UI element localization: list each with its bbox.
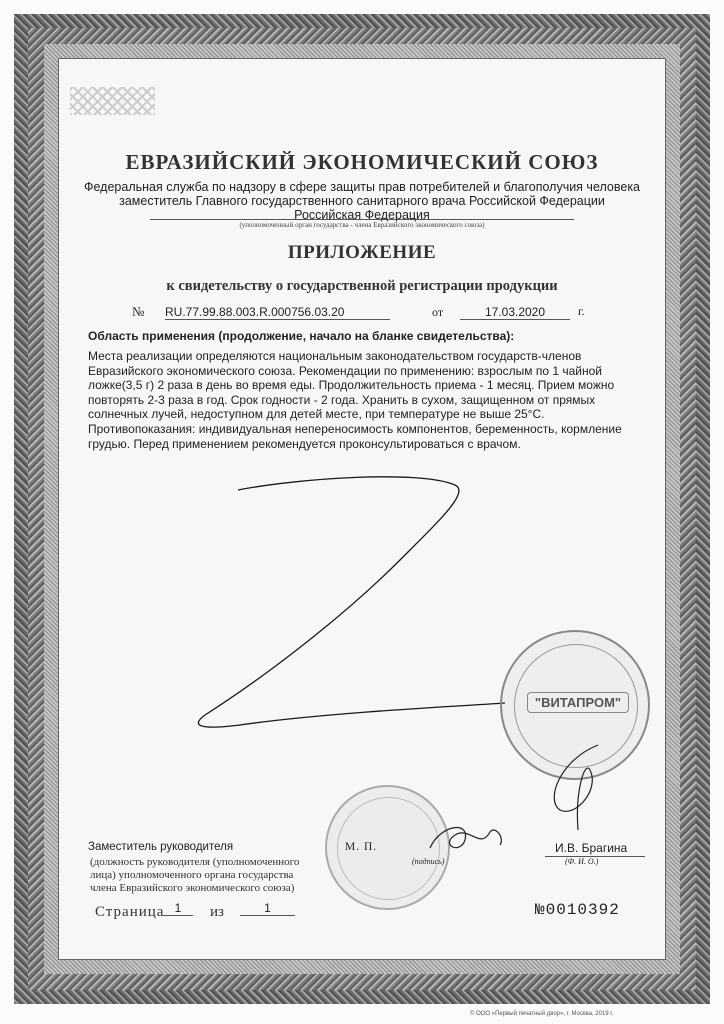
- printer-imprint: © ООО «Первый печатный двор», г. Москва, 2019 г.: [470, 1011, 614, 1017]
- year-suffix: г.: [578, 304, 585, 318]
- name-caption: (Ф. И. О.): [565, 857, 599, 866]
- position-note: [90, 856, 340, 895]
- company-signature: [554, 745, 598, 830]
- company-stamp-name: "ВИТАПРОМ": [527, 692, 629, 713]
- signature-caption: (подпись): [412, 857, 445, 866]
- number-label: №: [132, 304, 145, 319]
- section-title: Область применения (продолжение, начало на бланке свидетельства):: [88, 329, 515, 343]
- of-label: из: [210, 904, 224, 920]
- body-line: Места реализации определяются национальным законодательством государств-членов: [88, 349, 582, 363]
- body-line: солнечных лучей, недоступном для детей месте, при температуре не выше 25°С.: [88, 407, 545, 422]
- body-line: грудью. Перед применением рекомендуется проконсультироваться с врачом.: [88, 436, 521, 451]
- official-signature: [430, 828, 501, 848]
- page-label: Страница: [95, 904, 165, 920]
- country-name: Российская Федерация: [294, 208, 430, 222]
- body-line: повторять 2-3 раза в год. Срок годности - 2 года. Хранить в сухом, защищенном от прямых: [88, 392, 596, 407]
- page-total: 1: [240, 901, 295, 916]
- body-line: ложке(3,5 г) 2 раза в день во время еды. Продолжительность приема - 1 месяц. Прием можно: [88, 378, 615, 393]
- serial-number: №0010392: [535, 901, 620, 919]
- page-number: 1: [163, 901, 193, 916]
- position-note-line: члена Евразийского экономического союза): [90, 882, 295, 894]
- signer-position: Заместитель руководителя: [88, 841, 234, 853]
- position-note-line: (должность руководителя (уполномоченного: [90, 856, 300, 868]
- union-title: ЕВРАЗИЙСКИЙ ЭКОНОМИЧЕСКИЙ СОЮЗ: [125, 150, 599, 174]
- body-line: Евразийского экономического союза. Рекомендации по применению: взрослым по 1 чайной: [88, 363, 602, 378]
- seal-place-label: М. П.: [345, 841, 378, 853]
- agency-line-2: заместитель Главного государственного санитарного врача Российской Федерации: [119, 194, 605, 208]
- date-label: от: [432, 305, 444, 319]
- registration-date: 17.03.2020: [460, 305, 570, 320]
- agency-line-1: Федеральная служба по надзору в сфере защиты прав потребителей и благополучия человека: [83, 180, 641, 194]
- authority-note: (уполномоченный орган государства - члена Евразийского экономического союза): [150, 219, 574, 229]
- body-line: Противопоказания: индивидуальная непереносимость компонентов, беременность, кормление: [88, 421, 622, 436]
- signer-name: И.В. Брагина: [555, 841, 628, 855]
- document-subtitle: к свидетельству о государственной регистрации продукции: [166, 278, 558, 294]
- position-note-line: лица) уполномоченного органа государства: [90, 869, 294, 881]
- registration-number: RU.77.99.88.003.R.000756.03.20: [165, 305, 390, 320]
- document-title: ПРИЛОЖЕНИЕ: [287, 242, 437, 263]
